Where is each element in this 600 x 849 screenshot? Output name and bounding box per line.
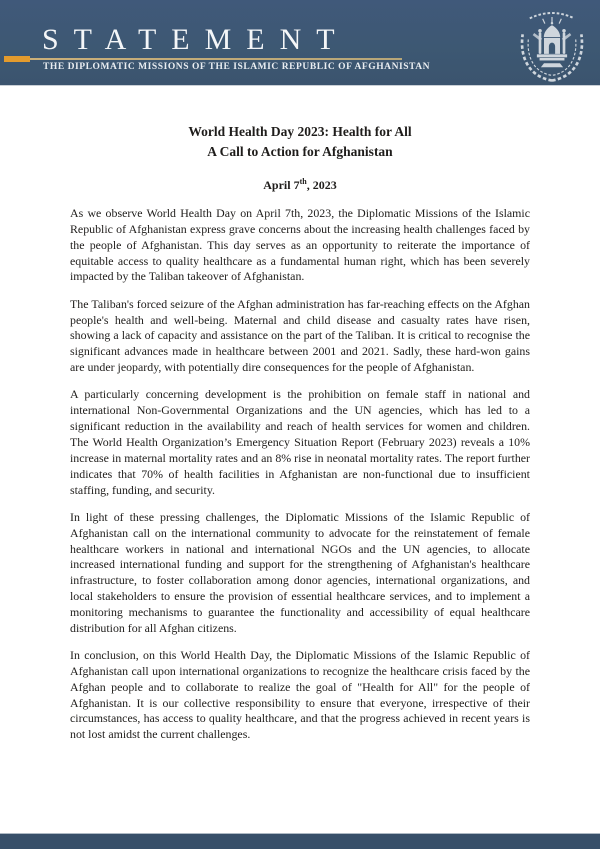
paragraph: As we observe World Health Day on April 7th, 2023, the Diplomatic Missions of the Islamic Republic of Afghanistan express grave concerns about the increasing health challenges faced by the people of Afghanistan. This day serves as an opportunity to reiterate the importance of equitable access to quality healthcare as a fundamental human right, which has been severely impacted by the Taliban takeover of Afghanistan. (70, 206, 530, 284)
statement-banner (0, 0, 600, 86)
afghanistan-emblem-icon (509, 5, 595, 85)
footer-bar (0, 833, 600, 849)
document-body (0, 86, 600, 743)
banner-subtitle: THE DIPLOMATIC MISSIONS OF THE ISLAMIC REPUBLIC OF AFGHANISTAN (43, 62, 431, 72)
document-title (70, 122, 530, 161)
paragraph: A particularly concerning development is the prohibition on female staff in national and international Non-Governmental Organizations and the UN agencies, which has led to a significant reduction in the availability and reach of health services for women and children. The World Health Organization’s Emergency Situation Report (February 2023) reveals a 10% increase in maternal mortality rates and an 8% rise in neonatal mortality rates. The report further indicates that 70% of health facilities in Afghanistan are non-functional due to insufficient staffing, funding, and security. (70, 387, 530, 497)
paragraph: In conclusion, on this World Health Day, the Diplomatic Missions of the Islamic Republic of Afghanistan call upon international organizations to recognize the healthcare crisis faced by the Afghan people and to collaborate to realize the goal of "Health for All" for the people of Afghanistan. It is our collective responsibility to ensure that everyone, irrespective of their circumstances, has access to quality healthcare, and that the progress achieved in recent years is not lost amidst the current challenges. (70, 648, 530, 742)
paragraph: In light of these pressing challenges, the Diplomatic Missions of the Islamic Republic of Afghanistan call on the international community to advocate for the reinstatement of female healthcare workers in national and international NGOs and the UN agencies, to allocate increased international funding and support for the strengthening of Afghanistan's healthcare infrastructure, to foster collaboration among donor agencies, international organizations, and local stakeholders to ensure the provision of essential healthcare services, and to implement a monitoring mechanisms to guarantee the functionality and accessibility of equal healthcare distribution for all Afghan citizens. (70, 509, 530, 635)
date-ordinal-superscript: th (299, 177, 307, 186)
paragraph: The Taliban's forced seizure of the Afghan administration has far-reaching effects on the Afghan people's health and well-being. Maternal and child disease and casualty rates have risen, showing a lack of capacity and assistance on the part of the Taliban. It is critical to recognise the significant advances made in healthcare between 2001 and 2021. Sadly, these hard-won gains are under jeopardy, with potentially dire consequences for the people of Afghanistan. (70, 296, 530, 375)
document-title-line1: World Health Day 2023: Health for All (188, 124, 412, 139)
date-prefix: April 7 (263, 178, 300, 192)
document-title-line2: A Call to Action for Afghanistan (207, 143, 393, 159)
gold-accent-block (4, 56, 30, 62)
date-suffix: , 2023 (306, 178, 337, 192)
banner-title: STATEMENT (42, 23, 350, 56)
paragraph-section (70, 206, 530, 743)
document-date (70, 174, 530, 193)
gold-rule-line (30, 58, 402, 60)
